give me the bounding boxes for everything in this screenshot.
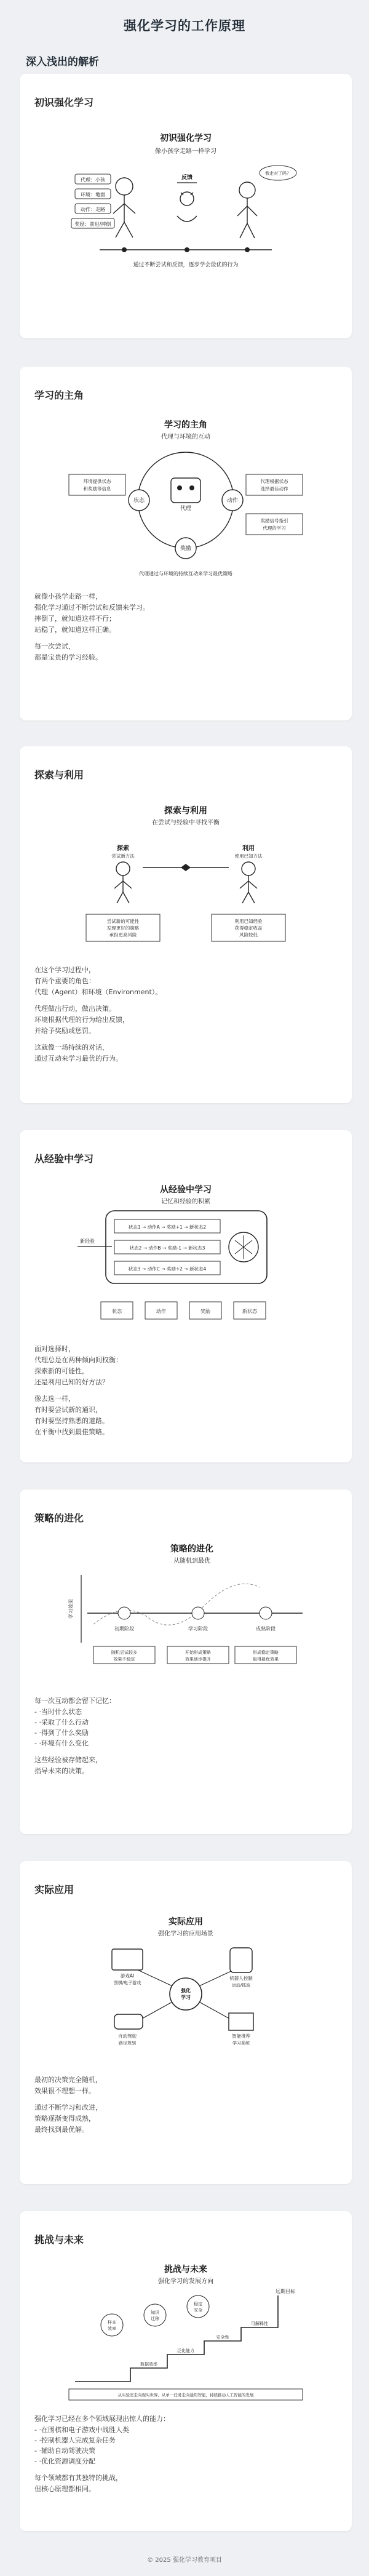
memory-row: 状态3 → 动作C → 奖励+2 → 新状态4	[128, 1266, 207, 1272]
node-reward: 奖励	[180, 546, 192, 552]
section-strategy	[20, 1489, 352, 1834]
svg-text:机器人控制: 机器人控制	[229, 1976, 253, 1981]
memory-row: 状态1 → 动作A → 奖励+1 → 新状态2	[128, 1224, 207, 1230]
agents-figure	[50, 414, 321, 580]
feedback-figure	[177, 192, 197, 221]
left-box-line2: 和奖励等信息	[83, 486, 111, 492]
bubble-list	[71, 174, 114, 228]
figure-subtitle: 在尝试与经验中寻找平衡	[152, 819, 220, 826]
svg-text:样本: 样本	[108, 2320, 116, 2325]
center-node	[170, 1978, 202, 2010]
figure-subtitle: 代理与环境的互动	[161, 434, 210, 441]
figure-caption: 通过不断尝试和反馈，逐步学会最优的行为	[133, 262, 239, 268]
figure-title: 初识强化学习	[160, 134, 212, 143]
section-title: 策略的进化	[34, 1512, 84, 1524]
figure-subtitle: 像小孩学走路一样学习	[155, 148, 216, 155]
list-item: - ·环境有什么变化	[34, 1738, 352, 1749]
left-box-line1: 环境提供状态	[83, 479, 111, 484]
paragraph: 强化学习已经在多个领域展现出惊人的能力：	[34, 2415, 170, 2423]
node-state: 状态	[133, 498, 145, 504]
right-box-line1: 代理根据状态	[260, 479, 288, 484]
stage-label: 成熟阶段	[256, 1626, 276, 1632]
step-label: 安全性	[216, 2335, 229, 2340]
svg-text:学习系统: 学习系统	[232, 2041, 250, 2046]
svg-text:强化: 强化	[181, 1988, 191, 1993]
figure-title: 学习的主角	[164, 420, 207, 430]
agent-label: 代理	[180, 506, 192, 512]
applications-body	[20, 2075, 352, 2135]
figure-subtitle: 强化学习的发展方向	[158, 2278, 213, 2285]
figure-title: 实际应用	[169, 1917, 203, 1927]
figure-title: 从经验中学习	[160, 1185, 212, 1195]
list-item: - ·当时什么状态	[34, 1707, 352, 1717]
experience-body	[20, 1344, 352, 1438]
experience-figure	[50, 1179, 321, 1333]
applications-figure	[50, 1911, 321, 2059]
section-future	[20, 2211, 352, 2531]
figure-caption: 代理通过与环境的持续互动来学习最优策略	[139, 571, 232, 576]
exploit-box-l3: 风险较低	[239, 932, 258, 938]
box-action: 动作	[156, 1309, 166, 1314]
page-title: 强化学习的工作原理	[124, 18, 245, 33]
paragraph: 在这个学习过程中， 有两个重要的角色： 代理（Agent）和环境（Environment）。	[34, 966, 162, 996]
right-box-line2: 选择最佳动作	[260, 486, 288, 492]
future-body	[20, 2414, 352, 2495]
paragraph: 像去选一样， 有时要尝试新的通识， 有时要坚持熟悉的道路。 在平衡中找到最佳策略。	[34, 1395, 109, 1436]
game-icon	[112, 1949, 143, 1970]
node-action: 动作	[226, 498, 239, 504]
strategy-figure	[50, 1538, 321, 1680]
list-item: - ·得到了什么奖励	[34, 1728, 352, 1738]
section-title: 实际应用	[34, 1884, 74, 1896]
bubble-env: 环境：地面	[81, 192, 105, 197]
svg-text:安全: 安全	[194, 2308, 202, 2313]
explore-label: 探索	[117, 845, 129, 852]
paragraph: 每个领域都有其独特的挑战， 但核心原理都相同。	[34, 2474, 122, 2493]
figure-subtitle: 记忆和经验的积累	[161, 1198, 210, 1205]
robot-icon	[230, 1948, 252, 1972]
section-title: 探索与利用	[34, 769, 84, 781]
paragraph: 最初的决策完全随机， 效果很不理想一样。	[34, 2076, 102, 2095]
stage-box-l2: 效果逐步提升	[185, 1657, 211, 1662]
paragraph: 面对选择时， 代理总是在两种倾向间权衡： 探索新的可能性， 还是利用已知的好方法？	[34, 1345, 122, 1386]
svg-text:稳定: 稳定	[194, 2302, 202, 2307]
figure-subtitle: 从随机到最优	[173, 1558, 210, 1565]
memory-row: 状态2 → 动作B → 奖励-1 → 新状态3	[129, 1245, 205, 1251]
paragraph: 每一次互动都会留下记忆：	[34, 1697, 116, 1705]
section-agents	[20, 367, 352, 720]
svg-text:智能推荐: 智能推荐	[232, 2033, 250, 2039]
bubble-agent: 代理：小孩	[81, 177, 105, 183]
thought-text: 我走对了吗？	[265, 171, 291, 176]
paragraph: 这些经验被存储起来， 指导未来的决策。	[34, 1756, 102, 1775]
exploit-sub: 使用已知方法	[234, 853, 263, 859]
list-item: - ·辅助自动驾驶决策	[34, 2446, 352, 2456]
page-subtitle: 深入浅出的解析	[26, 56, 99, 68]
stage-box-l1: 形成稳定策略	[253, 1650, 279, 1655]
agents-body	[20, 591, 352, 663]
list-item: - ·在围棋和电子游戏中战胜人类	[34, 2425, 352, 2435]
list-item: - ·控制机器人完成复杂任务	[34, 2435, 352, 2446]
recommend-icon	[229, 2013, 253, 2030]
list-item: - ·采取了什么行动	[34, 1717, 352, 1728]
strategy-bullets	[34, 1707, 352, 1749]
y-axis-label: 学习效果	[68, 1599, 74, 1619]
exploit-box-l1: 利用已知经验	[234, 919, 263, 924]
future-figure	[50, 2259, 321, 2406]
car-icon	[114, 2014, 143, 2029]
strategy-body	[20, 1696, 352, 1777]
paragraph: 通过不断学习和改进， 策略逐渐变得成熟， 最终找到最优解。	[34, 2103, 102, 2134]
child-figure	[113, 178, 135, 237]
box-newstate: 新状态	[242, 1309, 257, 1314]
section-title: 学习的主角	[34, 389, 84, 401]
svg-text:围棋/电子游戏: 围棋/电子游戏	[113, 1980, 141, 1985]
figure-title: 挑战与未来	[164, 2265, 207, 2275]
bottom-bar: 从实验室走向现实世界，从单一任务走向通用智能，持续推动人工智能的发展	[117, 2393, 254, 2398]
robot-body	[171, 478, 200, 503]
section-explore	[20, 746, 352, 1103]
stage-box-l2: 效果不稳定	[113, 1657, 135, 1662]
figure-title: 探索与利用	[164, 806, 207, 816]
svg-text:游戏AI: 游戏AI	[120, 1973, 135, 1979]
section-title: 初识强化学习	[34, 97, 94, 108]
svg-text:路径规划: 路径规划	[119, 2041, 136, 2046]
box-reward: 奖励	[200, 1309, 210, 1314]
exploit-label: 利用	[242, 845, 255, 852]
step-label: 数据效率	[140, 2362, 157, 2367]
svg-text:自动驾驶: 自动驾驶	[118, 2033, 137, 2039]
paragraph: 这就像一场持续的对话， 通过互动来学习最优的行为。	[34, 1043, 122, 1063]
staircase	[75, 2295, 278, 2382]
bubble-reward: 奖励：前进/摔倒	[74, 221, 111, 227]
paragraph: 代理做出行动，做出决策。 环境根据代理的行为给出反馈， 并给予奖励或惩罚。	[34, 1005, 129, 1035]
input-label: 新经验	[80, 1238, 95, 1244]
paragraph: 就像小孩学走路一样， 强化学习通过不断尝试和反馈来学习。 摔倒了，就知道这样不行； 站稳了，就知道这样正确。	[34, 592, 149, 634]
section-title: 从经验中学习	[34, 1153, 94, 1165]
feedback-label: 反馈	[181, 175, 193, 181]
figure-title: 策略的进化	[170, 1544, 213, 1554]
exploit-box-l2: 获得稳定收益	[234, 925, 263, 931]
explore-figure	[50, 800, 321, 954]
explore-box-l2: 发现更好的策略	[106, 925, 140, 931]
stage-label: 学习阶段	[188, 1626, 208, 1632]
stage-box-l2: 取得最优效果	[253, 1657, 279, 1662]
list-item: - ·优化资源调度分配	[34, 2456, 352, 2466]
section-intro	[20, 74, 352, 338]
step-label: 可解释性	[251, 2321, 268, 2326]
step-label: 泛化能力	[177, 2348, 194, 2353]
svg-text:效率: 效率	[108, 2326, 116, 2331]
future-bullets	[34, 2425, 352, 2466]
adult-figure	[237, 182, 257, 238]
right-box2-line1: 奖励信号指引	[260, 518, 288, 524]
right-box2-line2: 代理的学习	[263, 525, 286, 531]
explore-body	[20, 965, 352, 1064]
footer: © 2025 强化学习教育项目	[147, 2557, 222, 2564]
section-title: 挑战与未来	[34, 2234, 84, 2246]
intro-figure	[50, 124, 321, 296]
explore-box-l3: 承担更高风险	[109, 932, 137, 938]
svg-text:迁移: 迁移	[151, 2316, 159, 2321]
box-state: 状态	[112, 1309, 122, 1314]
stage-box-l1: 开始形成策略	[185, 1650, 211, 1655]
stage-box-l1: 随机尝试较多	[111, 1650, 137, 1655]
figure-subtitle: 强化学习的应用场景	[158, 1931, 213, 1937]
paragraph: 每一次尝试， 都是宝贵的学习经验。	[34, 642, 102, 661]
section-applications	[20, 1861, 352, 2184]
svg-text:学习: 学习	[181, 1995, 191, 2000]
svg-text:知识: 知识	[151, 2310, 159, 2315]
explore-sub: 尝试新方法	[111, 853, 135, 859]
peak-label: 远期目标	[276, 2289, 295, 2294]
bubble-action: 动作：走路	[81, 207, 105, 212]
svg-text:运动/抓取: 运动/抓取	[231, 1983, 251, 1988]
explore-box-l1: 尝试新的可能性	[106, 919, 140, 924]
section-experience	[20, 1130, 352, 1462]
stage-label: 初期阶段	[114, 1626, 134, 1632]
